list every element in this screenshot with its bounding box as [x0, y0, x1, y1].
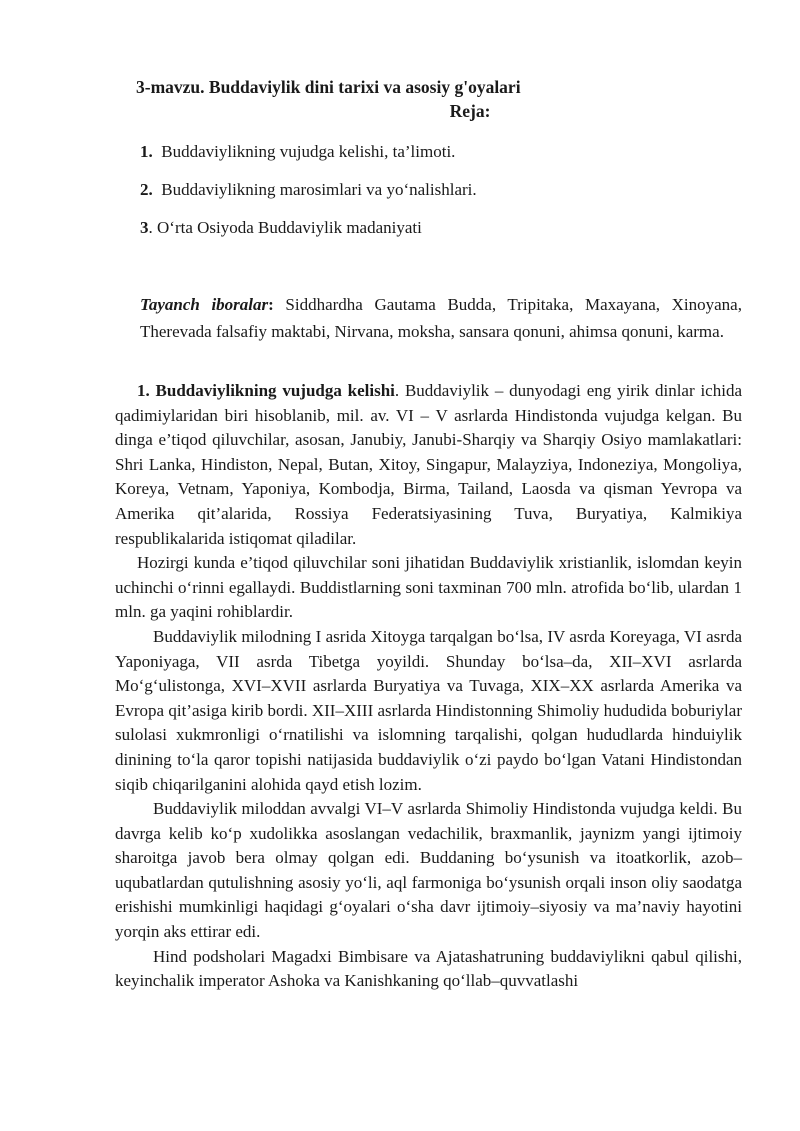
keywords-label: Tayanch iboralar	[140, 295, 269, 314]
plan-heading: Reja:	[449, 101, 491, 121]
plan-item-number: 3	[140, 218, 149, 237]
paragraph-3: Buddaviylik milodning I asrida Xitoyga tarqalgan bo‘lsa, IV asrda Koreyaga, VI asrda Yaponiyaga, VII asrda Tibetga yoyildi. Shunday bo‘lsa–da, XII–XVI asrlarda Mo‘g‘ulistonga, XVI–XVII asrlarda Buryatiya va Tuvaga, XIX–XX asrlarda Amerika va Evropa qit’asiga kirib bordi. XII–XIII asrlarda Hindistonning Shimoliy hududida boburiylar sulolasi xukmronligi o‘rnatilishi va islomning tarqalishi, qolgan hududlarda hinduiylik dinining to‘la qaror topishi natijasida buddaviylik o‘zi paydo bo‘lgan Vatani Hindistondan siqib chiqarilganini alohida qayd etish lozim.	[115, 626, 742, 794]
section-1-heading: 1. Buddaviylikning vujudga kelishi	[137, 381, 395, 400]
paragraph-2: Hozirgi kunda e’tiqod qiluvchilar soni jihatidan Buddaviylik xristianlik, islomdan keyin uchinchi o‘rinni egallaydi. Buddistlarning soni taxminan 700 mln. atrofida bo‘lib, ulardan 1 mln. ga yaqini rohiblardir.	[115, 553, 742, 622]
plan-item-number: 2.	[140, 180, 153, 199]
paragraph-5: Hind podsholari Magadxi Bimbisare va Ajatashatruning buddaviylikni qabul qilishi, keyinchalik imperator Ashoka va Kanishkaning qo‘llab–quvvatlashi	[115, 946, 742, 991]
keywords-colon: :	[268, 295, 274, 314]
body-text	[115, 379, 742, 994]
paragraph-4: Buddaviylik miloddan avvalgi VI–V asrlarda Shimoliy Hindistonda vujudga keldi. Bu davrga kelib ko‘p xudolikka asoslangan vedachilik, braxmanlik, jaynizm yangi ijtimoiy sharoitga javob bera olmay qolgan edi. Buddaning bo‘ysunish va itoatkorlik, azob–uqubatlardan qutulishning asosiy yo‘li, aql farmoniga bo‘ysunish orqali inson oliy saodatga erishishi mumkinligi haqidagi g‘oyalari o‘sha davr ijtimoiy–siyosiy va ma’naviy hayotini yorqin aks ettirar edi.	[115, 799, 742, 942]
document-title: 3-mavzu. Buddaviylik dini tarixi va asosiy g'oyalari	[136, 77, 521, 97]
plan-item-number: 1.	[140, 142, 153, 161]
plan-item	[140, 179, 477, 217]
plan-list	[140, 141, 477, 255]
plan-item-text: Buddaviylikning marosimlari va yo‘nalishlari.	[161, 180, 477, 199]
plan-item-text: . O‘rta Osiyoda Buddaviylik madaniyati	[148, 218, 422, 237]
plan-item	[140, 141, 477, 179]
keywords-paragraph	[140, 291, 742, 345]
keywords-text: Siddhardha Gautama Budda, Tripitaka, Maxayana, Xinoyana, Therevada falsafiy maktabi, Nirvana, moksha, sansara qonuni, ahimsa qonuni, karma.	[140, 295, 742, 341]
plan-item	[140, 217, 477, 255]
section-1-text: . Buddaviylik – dunyodagi eng yirik dinlar ichida qadimiylaridan biri hisoblanib, mil. av. VI – V asrlarda Hindistonda vujudga kelgan. Bu dinga e’tiqod qiluvchilar, asosan, Janubiy, Janubi-Sharqiy va Sharqiy Osiyo mamlakatlari: Shri Lanka, Hindiston, Nepal, Butan, Xitoy, Singapur, Malayziya, Indoneziya, Mongoliya, Koreya, Vetnam, Yaponiya, Kombodja, Birma, Tailand, Laosda va qisman Yevropa va Amerika qit’alarida, Rossiya Federatsiyasining Tuva, Buryatiya, Kalmikiya respublikalarida istiqomat qiladilar.	[115, 381, 742, 548]
plan-item-text: Buddaviylikning vujudga kelishi, ta’limoti.	[161, 142, 456, 161]
section-1-paragraph	[115, 379, 742, 551]
